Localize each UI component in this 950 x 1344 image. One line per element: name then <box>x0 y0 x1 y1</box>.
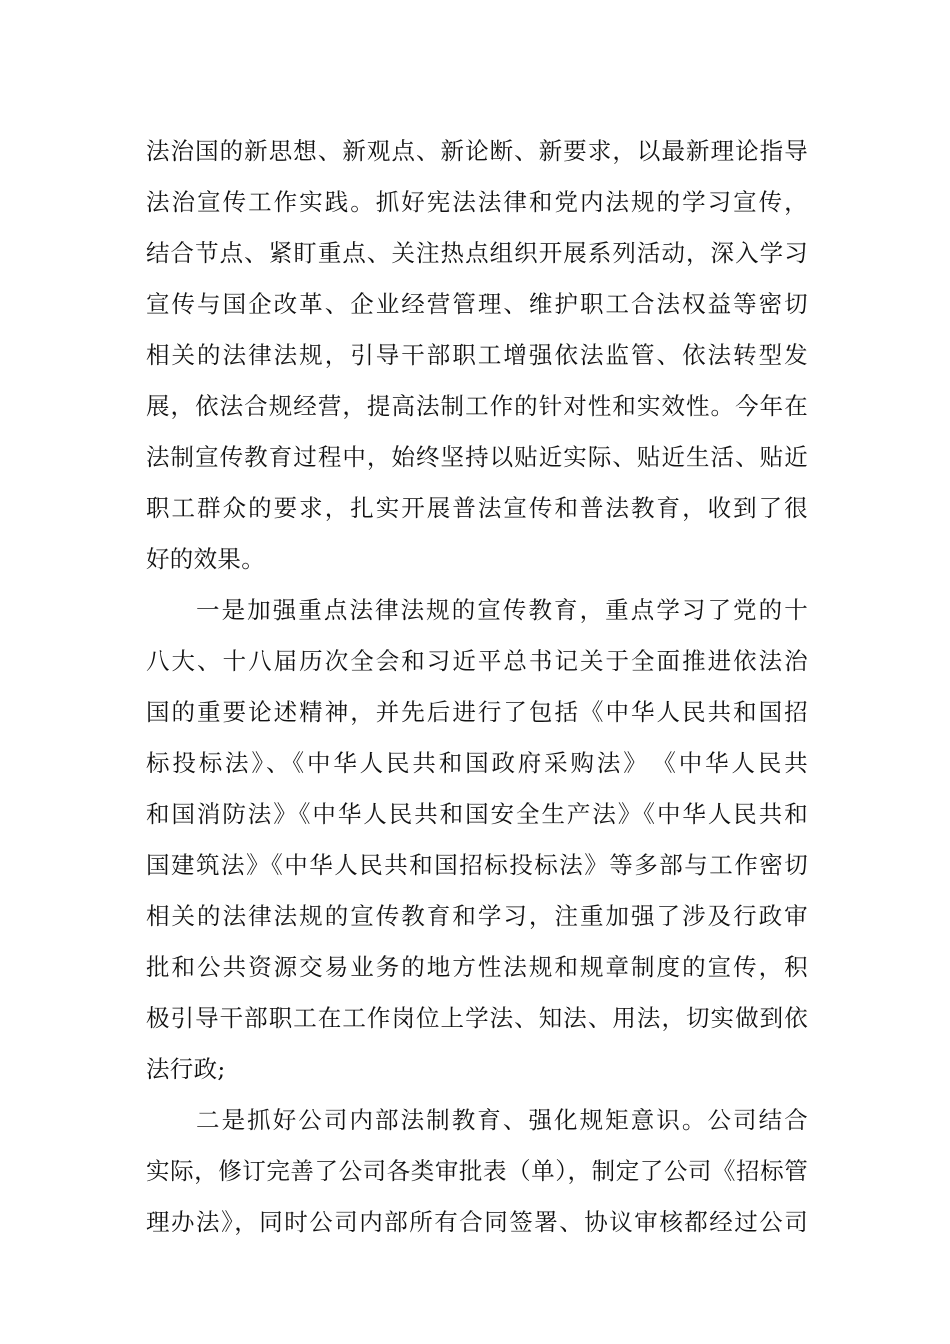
text-line: 标投标法》、《中华人民共和国政府采购法》 《中华人民共 <box>146 749 808 777</box>
text-line: 八大、十八届历次全会和习近平总书记关于全面推进依法治 <box>146 647 808 675</box>
text-line: 理办法》，同时公司内部所有合同签署、协议审核都经过公司 <box>146 1208 808 1236</box>
text-line: 法行政; <box>146 1055 226 1083</box>
text-line: 相关的法律法规的宣传教育和学习，注重加强了涉及行政审 <box>146 902 808 930</box>
text-line: 职工群众的要求，扎实开展普法宣传和普法教育，收到了很 <box>146 494 808 522</box>
paragraph-1 <box>146 126 808 585</box>
document-body <box>146 126 808 1248</box>
text-line: 二是抓好公司内部法制教育、强化规矩意识。公司结合 <box>196 1106 808 1134</box>
text-line: 结合节点、紧盯重点、关注热点组织开展系列活动，深入学习 <box>146 239 808 267</box>
text-line: 和国消防法》《中华人民共和国安全生产法》《中华人民共和 <box>146 800 808 828</box>
text-line: 批和公共资源交易业务的地方性法规和规章制度的宣传，积 <box>146 953 808 981</box>
text-line: 极引导干部职工在工作岗位上学法、知法、用法，切实做到依 <box>146 1004 808 1032</box>
text-line: 宣传与国企改革、企业经营管理、维护职工合法权益等密切 <box>146 290 808 318</box>
paragraph-2 <box>146 585 808 1095</box>
text-line: 一是加强重点法律法规的宣传教育，重点学习了党的十 <box>196 596 808 624</box>
text-line: 好的效果。 <box>146 545 265 573</box>
text-line: 法治国的新思想、新观点、新论断、新要求，以最新理论指导 <box>146 137 808 165</box>
text-line: 国的重要论述精神，并先后进行了包括《中华人民共和国招 <box>146 698 808 726</box>
text-line: 相关的法律法规，引导干部职工增强依法监管、依法转型发 <box>146 341 808 369</box>
text-line: 法治宣传工作实践。抓好宪法法律和党内法规的学习宣传， <box>146 188 808 216</box>
text-line: 实际，修订完善了公司各类审批表（单），制定了公司《招标管 <box>146 1157 808 1185</box>
text-line: 法制宣传教育过程中，始终坚持以贴近实际、贴近生活、贴近 <box>146 443 808 471</box>
text-line: 国建筑法》《中华人民共和国招标投标法》等多部与工作密切 <box>146 851 808 879</box>
text-line: 展，依法合规经营，提高法制工作的针对性和实效性。今年在 <box>146 392 808 420</box>
paragraph-3 <box>146 1095 808 1248</box>
